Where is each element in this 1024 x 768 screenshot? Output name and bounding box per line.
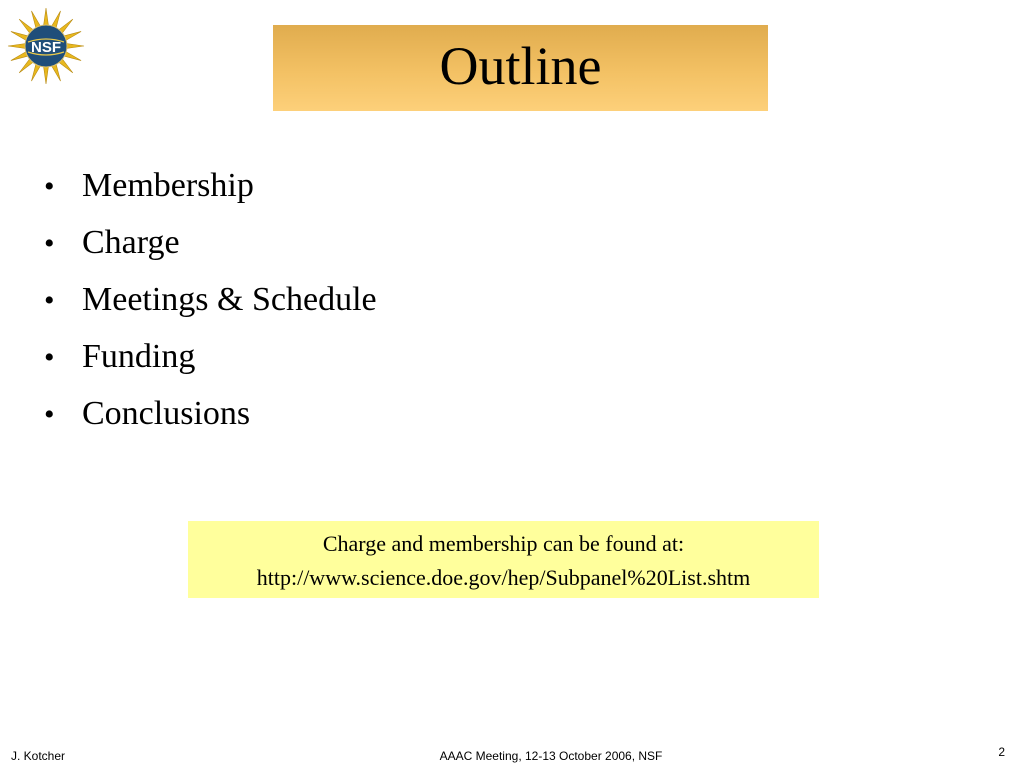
outline-item [44, 160, 377, 217]
logo-ray [43, 65, 48, 84]
logo-ray [8, 43, 27, 48]
title-banner [273, 25, 768, 111]
outline-item [44, 388, 377, 445]
note-text: Charge and membership can be found at: [322, 531, 685, 556]
footer-page-number: 2 [998, 745, 1005, 759]
footer-event: AAAC Meeting, 12-13 October 2006, NSF [439, 749, 663, 763]
outline-item-label: Conclusions [82, 395, 251, 432]
nsf-logo-icon [6, 6, 86, 86]
charge-note-box [188, 521, 819, 598]
footer-author: J. Kotcher [11, 749, 66, 763]
note-link[interactable]: http://www.science.doe.gov/hep/Subpanel%20List.shtm [256, 565, 751, 590]
outline-item-label: Membership [82, 167, 254, 204]
nsf-logo-text: NSF [31, 39, 61, 56]
slide-title: Outline [439, 36, 602, 96]
bullet-icon: • [44, 170, 55, 203]
outline-item [44, 217, 377, 274]
outline-list [44, 160, 377, 445]
outline-item-label: Charge [82, 224, 180, 261]
outline-item [44, 331, 377, 388]
bullet-icon: • [44, 284, 55, 317]
bullet-icon: • [44, 227, 55, 260]
bullet-icon: • [44, 398, 55, 431]
logo-ray [65, 43, 84, 48]
logo-ray [43, 8, 48, 27]
outline-item-label: Funding [82, 338, 196, 375]
outline-item-label: Meetings & Schedule [82, 281, 377, 318]
bullet-icon: • [44, 341, 55, 374]
outline-item [44, 274, 377, 331]
